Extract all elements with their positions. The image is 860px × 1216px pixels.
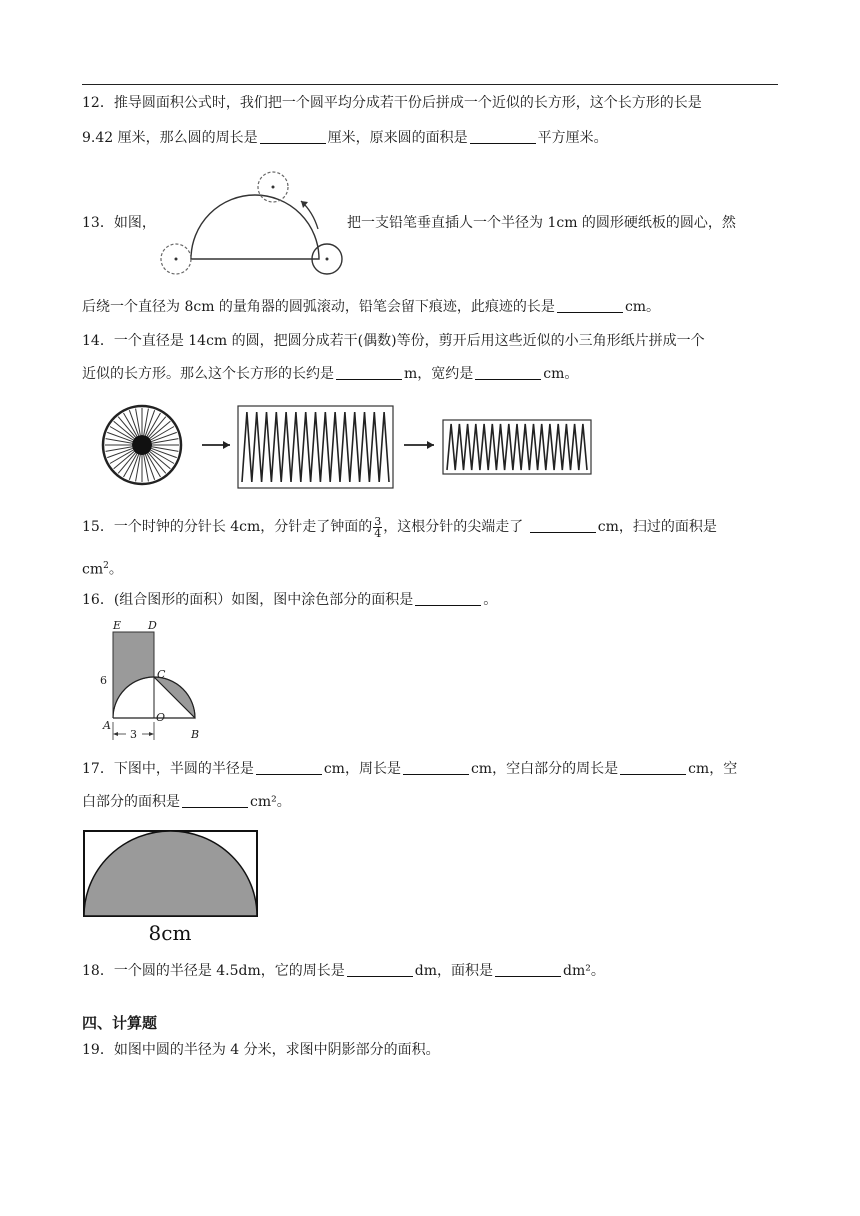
answer-blank[interactable] [415, 591, 481, 606]
protractor-rolling-figure [155, 165, 345, 277]
q19-line: 19．如图中圆的半径为 4 分米，求图中阴影部分的面积。 [82, 1042, 440, 1058]
semicircle-in-rectangle-figure [82, 828, 262, 948]
answer-blank[interactable] [256, 760, 322, 775]
label-base: 3 [130, 728, 137, 741]
figure-width-label: 8cm [148, 921, 192, 945]
answer-blank[interactable] [530, 518, 596, 533]
answer-blank[interactable] [620, 760, 686, 775]
q13-text: 把一支铅笔垂直插人一个半径为 1cm 的圆形硬纸板的圆心，然 [347, 215, 736, 231]
q15-line1: 15．一个时钟的分针长 4cm，分针走了钟面的 $\frac{3}{4}$ ，这根分针的尖端走了 cm，扫过的面积是 [82, 514, 717, 540]
label-side: 6 [100, 674, 107, 687]
label-c: C [157, 668, 166, 681]
q17-line1: 17．下图中，半圆的半径是 cm，周长是 cm，空白部分的周长是 cm，空 [82, 761, 738, 777]
label-o: O [156, 711, 166, 724]
q13-label: 13．如图， [82, 215, 156, 231]
answer-blank[interactable] [347, 962, 413, 977]
answer-blank[interactable] [336, 365, 402, 380]
answer-blank[interactable] [260, 129, 326, 144]
fraction-three-quarters: $\frac{3}{4}$ [374, 514, 382, 540]
q13-line2: 后绕一个直径为 8cm 的量角器的圆弧滚动，铅笔会留下痕迹，此痕迹的长是 cm。 [82, 299, 661, 315]
answer-blank[interactable] [557, 298, 623, 313]
q12-line1: 12．推导圆面积公式时，我们把一个圆平均分成若干份后拼成一个近似的长方形，这个长方形的长是 [82, 95, 702, 111]
answer-blank[interactable] [182, 793, 248, 808]
label-e: E [113, 619, 122, 632]
section-heading: 四、计算题 [82, 1014, 158, 1032]
label-a: A [103, 719, 111, 732]
answer-blank[interactable] [470, 129, 536, 144]
q12-line2: 9.42 厘米，那么圆的周长是 厘米，原来圆的面积是 平方厘米。 [82, 130, 608, 146]
answer-blank[interactable] [403, 760, 469, 775]
label-d: D [148, 619, 157, 632]
top-rule [82, 84, 778, 85]
composite-shape-figure [98, 619, 210, 744]
q18-line: 18．一个圆的半径是 4.5dm，它的周长是 dm，面积是 dm²。 [82, 963, 605, 979]
label-b: B [191, 728, 200, 741]
q14-line2: 近似的长方形。那么这个长方形的长约是 m，宽约是 cm。 [82, 366, 579, 382]
answer-blank[interactable] [475, 365, 541, 380]
answer-blank[interactable] [495, 962, 561, 977]
circle-to-rectangle-figure [100, 398, 600, 494]
q14-line1: 14．一个直径是 14cm 的圆，把圆分成若干(偶数)等份，剪开后用这些近似的小三角形纸片拼成一个 [82, 333, 705, 349]
q16-line: 16．(组合图形的面积）如图，图中涂色部分的面积是 。 [82, 592, 498, 608]
q17-line2: 白部分的面积是 cm²。 [82, 794, 291, 810]
q15-line2: $cm^2$。 [82, 561, 123, 578]
